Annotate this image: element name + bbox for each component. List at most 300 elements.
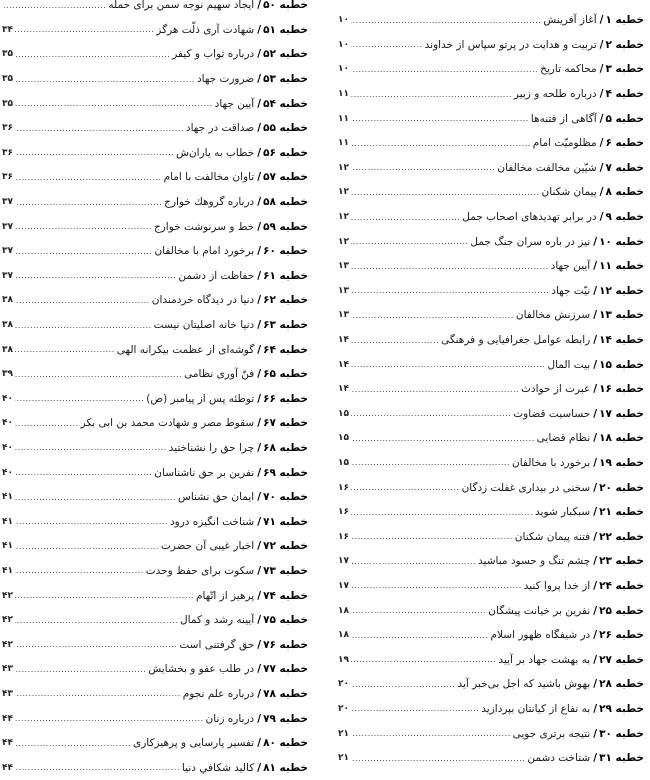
- entry-label: [254, 0, 308, 11]
- entry-leader-dots: [351, 40, 423, 49]
- entry-separator: /: [257, 97, 262, 110]
- entry-title: آغاز آفرينش: [543, 14, 597, 27]
- entry-leader-dots: [15, 443, 167, 452]
- entry-separator: /: [257, 245, 262, 258]
- entry-number: ۵۷: [263, 171, 276, 184]
- toc-entry: [2, 755, 308, 780]
- entry-separator: /: [593, 407, 598, 420]
- toc-entry: [338, 180, 644, 205]
- entry-word: خطبه: [615, 407, 644, 420]
- entry-label: [254, 221, 308, 233]
- entry-label: [590, 482, 644, 494]
- entry-separator: /: [257, 319, 262, 332]
- entry-number: ۶۱: [263, 269, 276, 282]
- entry-title: نفرين بر خيانت پيشگان: [488, 604, 591, 617]
- entry-leader-dots: [15, 689, 181, 698]
- toc-entry: [2, 165, 308, 190]
- entry-word: خطبه: [279, 97, 308, 110]
- entry-label: [597, 63, 644, 75]
- entry-separator: /: [593, 481, 598, 494]
- entry-title: فتنه پيمان شكنان: [514, 530, 591, 543]
- entry-label: [590, 408, 644, 420]
- entry-label: [590, 260, 644, 272]
- entry-number: ۶۰: [263, 245, 276, 258]
- toc-entry: [2, 42, 308, 67]
- entry-page-number: ۴۲: [2, 615, 13, 626]
- entry-number: ۹: [605, 211, 612, 224]
- entry-number: ۱۸: [599, 432, 612, 445]
- toc-entry: [2, 0, 308, 18]
- toc-entry: [338, 549, 644, 574]
- entry-label: [254, 467, 308, 479]
- entry-label: [590, 334, 644, 346]
- entry-word: خطبه: [615, 530, 644, 543]
- entry-separator: /: [257, 614, 262, 627]
- entry-title: دنيا در ديدگاه خردمندان: [151, 294, 255, 307]
- entry-word: خطبه: [615, 604, 644, 617]
- entry-page-number: ۳۷: [2, 246, 13, 257]
- entry-number: ۸: [605, 186, 612, 199]
- entry-label: [254, 171, 308, 183]
- entry-number: ۶۴: [263, 343, 276, 356]
- entry-page-number: ۴۰: [2, 418, 13, 429]
- entry-number: ۲۸: [599, 678, 612, 691]
- toc-entry: [338, 328, 644, 353]
- entry-leader-dots: [351, 458, 510, 467]
- entry-number: ۵: [605, 112, 612, 125]
- entry-title: چرا حق را نشناختيد: [168, 441, 255, 454]
- entry-leader-dots: [351, 336, 439, 345]
- entry-title: درباره طلحه و زبير: [513, 88, 597, 101]
- entry-leader-dots: [351, 557, 476, 566]
- toc-entry: [338, 426, 644, 451]
- entry-page-number: ۴۳: [2, 664, 13, 675]
- entry-label: [590, 555, 644, 567]
- entry-separator: /: [257, 294, 262, 307]
- entry-leader-dots: [15, 173, 162, 182]
- entry-word: خطبه: [279, 343, 308, 356]
- entry-word: خطبه: [615, 678, 644, 691]
- entry-page-number: ۱۵: [338, 457, 349, 468]
- entry-leader-dots: [15, 640, 177, 649]
- entry-separator: /: [257, 73, 262, 86]
- entry-label: [590, 506, 644, 518]
- entry-word: خطبه: [615, 186, 644, 199]
- entry-leader-dots: [15, 148, 174, 157]
- entry-word: خطبه: [279, 196, 308, 209]
- entry-leader-dots: [15, 271, 176, 280]
- entry-number: ۶۸: [263, 441, 276, 454]
- entry-page-number: ۱۷: [338, 580, 349, 591]
- entry-page-number: ۱۰: [338, 15, 349, 26]
- entry-page-number: ۱۶: [338, 507, 349, 518]
- entry-leader-dots: [351, 729, 511, 738]
- entry-title: تفسير پارسايی و پرهيزكاری: [133, 737, 255, 750]
- entry-label: [254, 442, 308, 454]
- entry-word: خطبه: [279, 245, 308, 258]
- entry-page-number: ۱۶: [338, 531, 349, 542]
- entry-label: [254, 491, 308, 503]
- entry-word: خطبه: [615, 161, 644, 174]
- entry-label: [254, 393, 308, 405]
- entry-page-number: ۱۰: [338, 64, 349, 75]
- entry-title: آيينه رشد و كمال: [180, 614, 255, 627]
- entry-separator: /: [599, 137, 604, 150]
- entry-leader-dots: [15, 75, 195, 84]
- entry-title: بهوش باشيد كه اجل بی‌خبر آيد: [457, 678, 591, 691]
- entry-page-number: ۱۱: [338, 113, 349, 124]
- entry-leader-dots: [351, 360, 545, 369]
- entry-number: ۵۸: [263, 196, 276, 209]
- entry-page-number: ۳۵: [2, 49, 13, 60]
- entry-separator: /: [257, 441, 262, 454]
- entry-number: ۲۹: [599, 702, 612, 715]
- entry-title: آيين جهاد: [550, 260, 591, 273]
- entry-title: توطئه پس از پيامبر (ص): [146, 392, 255, 405]
- entry-leader-dots: [15, 468, 152, 477]
- entry-label: [590, 309, 644, 321]
- entry-word: خطبه: [279, 638, 308, 651]
- entry-page-number: ۳۸: [2, 295, 13, 306]
- entry-leader-dots: [15, 394, 144, 403]
- entry-label: [590, 383, 644, 395]
- entry-page-number: ۳۷: [2, 197, 13, 208]
- entry-number: ۷۵: [263, 614, 276, 627]
- entry-number: ۶۳: [263, 319, 276, 332]
- entry-word: خطبه: [279, 491, 308, 504]
- entry-page-number: ۱۴: [338, 359, 349, 370]
- entry-word: خطبه: [279, 0, 308, 12]
- entry-label: [254, 368, 308, 380]
- entry-page-number: ۱۲: [338, 236, 349, 247]
- entry-title: دنيا خانه اصليتان نيست: [153, 319, 255, 332]
- entry-word: خطبه: [615, 334, 644, 347]
- entry-page-number: ۱۱: [338, 138, 349, 149]
- entry-word: خطبه: [615, 88, 644, 101]
- entry-number: ۲۱: [599, 506, 612, 519]
- entry-page-number: ۳۷: [2, 270, 13, 281]
- entry-title: برخورد با مخالفان: [512, 456, 591, 469]
- entry-label: [254, 147, 308, 159]
- entry-separator: /: [257, 761, 262, 774]
- entry-label: [590, 531, 644, 543]
- entry-separator: /: [599, 161, 604, 174]
- entry-number: ۷۳: [263, 564, 276, 577]
- toc-entry: [2, 632, 308, 657]
- entry-page-number: ۱۲: [338, 212, 349, 223]
- toc-entry: [338, 500, 644, 525]
- toc-entry: [338, 131, 644, 156]
- entry-title: تاوان مخالفت با امام: [163, 171, 255, 184]
- entry-separator: /: [257, 343, 262, 356]
- entry-separator: /: [599, 112, 604, 125]
- entry-separator: /: [593, 629, 598, 642]
- entry-label: [254, 344, 308, 356]
- entry-leader-dots: [351, 262, 549, 271]
- entry-title: درباره زنان: [205, 712, 255, 725]
- entry-page-number: ۲۰: [338, 703, 349, 714]
- entry-page-number: ۱۹: [338, 654, 349, 665]
- entry-number: ۱: [605, 14, 612, 27]
- entry-title: درباره علم نجوم: [182, 687, 255, 700]
- entry-number: ۱۹: [599, 456, 612, 469]
- entry-leader-dots: [351, 65, 538, 74]
- entry-page-number: ۱۴: [338, 335, 349, 346]
- entry-leader-dots: [351, 114, 529, 123]
- entry-separator: /: [593, 506, 598, 519]
- entry-number: ۲: [605, 38, 612, 51]
- entry-separator: /: [593, 579, 598, 592]
- entry-number: ۷۹: [263, 712, 276, 725]
- entry-number: ۵۹: [263, 220, 276, 233]
- entry-word: خطبه: [279, 564, 308, 577]
- entry-number: ۲۶: [599, 629, 612, 642]
- entry-label: [590, 432, 644, 444]
- entry-separator: /: [599, 14, 604, 27]
- entry-label: [254, 516, 308, 528]
- entry-label: [597, 39, 644, 51]
- entry-page-number: ۴۱: [2, 516, 13, 527]
- entry-leader-dots: [351, 581, 522, 590]
- entry-word: خطبه: [279, 441, 308, 454]
- entry-title: نتيجه برتری جويی: [512, 727, 591, 740]
- entry-title: به نفاع از كيانتان بپردازيد: [481, 702, 591, 715]
- entry-leader-dots: [351, 655, 496, 664]
- entry-number: ۲۴: [599, 579, 612, 592]
- entry-word: خطبه: [279, 589, 308, 602]
- entry-page-number: ۴۳: [2, 688, 13, 699]
- entry-label: [254, 24, 308, 36]
- entry-leader-dots: [15, 616, 178, 625]
- entry-word: خطبه: [279, 171, 308, 184]
- toc-entry: [2, 583, 308, 608]
- entry-page-number: ۴۰: [2, 467, 13, 478]
- entry-leader-dots: [15, 419, 79, 428]
- toc-entry: [338, 352, 644, 377]
- entry-leader-dots: [15, 99, 213, 108]
- entry-separator: /: [593, 604, 598, 617]
- toc-entry: [338, 402, 644, 427]
- entry-label: [597, 14, 644, 26]
- entry-separator: /: [257, 122, 262, 135]
- entry-number: ۵۰: [263, 0, 276, 12]
- entry-separator: /: [257, 638, 262, 651]
- entry-separator: /: [257, 48, 262, 61]
- toc-entry: [2, 534, 308, 559]
- entry-separator: /: [257, 146, 262, 159]
- entry-number: ۷۲: [263, 540, 276, 553]
- entry-word: خطبه: [279, 540, 308, 553]
- entry-label: [254, 319, 308, 331]
- entry-separator: /: [593, 284, 598, 297]
- entry-page-number: ۳۹: [2, 369, 13, 380]
- entry-title: درباره گروهك خوارج: [164, 196, 255, 209]
- entry-label: [254, 762, 308, 774]
- entry-word: خطبه: [615, 456, 644, 469]
- entry-number: ۷۷: [263, 663, 276, 676]
- entry-leader-dots: [4, 1, 106, 10]
- toc-entry: [2, 485, 308, 510]
- entry-label: [597, 113, 644, 125]
- entry-label: [254, 48, 308, 60]
- entry-title: شيّين مخالفت مخالفان: [497, 161, 597, 174]
- toc-entry: [2, 141, 308, 166]
- toc-entry: [338, 672, 644, 697]
- toc-entry: [338, 8, 644, 33]
- entry-page-number: ۴۱: [2, 565, 13, 576]
- entry-leader-dots: [351, 237, 468, 246]
- entry-label: [590, 359, 644, 371]
- entry-title: كاليد شكافي دنيا: [181, 761, 255, 774]
- entry-leader-dots: [351, 311, 514, 320]
- toc-entry: [2, 362, 308, 387]
- entry-title: در شيفگاه ظهور اسلام: [490, 629, 591, 642]
- toc-entry: [338, 451, 644, 476]
- entry-number: ۱۳: [599, 309, 612, 322]
- toc-entry: [338, 574, 644, 599]
- entry-page-number: ۱۵: [338, 433, 349, 444]
- entry-page-number: ۱۸: [338, 605, 349, 616]
- entry-page-number: ۱۴: [338, 384, 349, 395]
- entry-number: ۲۳: [599, 555, 612, 568]
- toc-entry: [2, 559, 308, 584]
- toc-entry: [338, 279, 644, 304]
- toc-entry: [338, 475, 644, 500]
- entry-page-number: ۳۸: [2, 320, 13, 331]
- entry-separator: /: [257, 589, 262, 602]
- entry-word: خطبه: [615, 38, 644, 51]
- toc-entry: [338, 623, 644, 648]
- toc-entry: [2, 337, 308, 362]
- entry-leader-dots: [15, 296, 150, 305]
- entry-leader-dots: [15, 493, 176, 502]
- entry-word: خطبه: [615, 506, 644, 519]
- entry-leader-dots: [351, 409, 511, 418]
- entry-separator: /: [257, 23, 262, 36]
- entry-label: [254, 590, 308, 602]
- entry-label: [590, 629, 644, 641]
- toc-entry: [2, 18, 308, 43]
- entry-leader-dots: [351, 631, 489, 640]
- entry-word: خطبه: [279, 146, 308, 159]
- entry-word: خطبه: [615, 653, 644, 666]
- entry-word: خطبه: [615, 284, 644, 297]
- entry-number: ۱۰: [599, 235, 612, 248]
- entry-label: [254, 639, 308, 651]
- entry-leader-dots: [15, 665, 146, 674]
- toc-entry: [2, 509, 308, 534]
- entry-word: خطبه: [615, 432, 644, 445]
- toc-column-left: [2, 0, 308, 780]
- entry-label: [254, 713, 308, 725]
- entry-separator: /: [593, 383, 598, 396]
- entry-word: خطبه: [615, 555, 644, 568]
- entry-number: ۶: [605, 137, 612, 150]
- entry-label: [597, 137, 644, 149]
- entry-separator: /: [257, 196, 262, 209]
- entry-separator: /: [593, 235, 598, 248]
- entry-label: [590, 703, 644, 715]
- entry-page-number: ۳۴: [2, 24, 13, 35]
- entry-title: مظلوميّت امام: [532, 137, 597, 150]
- toc-entry: [338, 697, 644, 722]
- entry-word: خطبه: [279, 269, 308, 282]
- entry-title: سكوت برای حفظ وحدت: [145, 564, 255, 577]
- entry-title: حق گرفتنی است: [179, 638, 255, 651]
- entry-leader-dots: [351, 704, 479, 713]
- entry-word: خطبه: [615, 211, 644, 224]
- toc-entry: [2, 214, 308, 239]
- toc-entry: [338, 57, 644, 82]
- entry-title: پرهيز از اتّهام: [195, 589, 255, 602]
- entry-title: چشم تنگ و حسود مباشيد: [478, 555, 591, 568]
- entry-separator: /: [599, 211, 604, 224]
- entry-separator: /: [257, 712, 262, 725]
- entry-number: ۲۲: [599, 530, 612, 543]
- entry-separator: /: [593, 752, 598, 765]
- entry-page-number: ۱۸: [338, 630, 349, 641]
- entry-word: خطبه: [279, 417, 308, 430]
- toc-entry: [338, 746, 644, 771]
- toc-entry: [2, 436, 308, 461]
- entry-separator: /: [593, 309, 598, 322]
- entry-page-number: ۱۵: [338, 408, 349, 419]
- entry-leader-dots: [15, 345, 115, 354]
- entry-separator: /: [257, 417, 262, 430]
- entry-number: ۱۵: [599, 358, 612, 371]
- entry-title: سخنی در بيداری غفلت زدگان: [461, 481, 591, 494]
- entry-number: ۵۲: [263, 48, 276, 61]
- entry-separator: /: [257, 368, 262, 381]
- entry-title: آيين جهاد: [214, 97, 255, 110]
- toc-entry: [2, 67, 308, 92]
- entry-separator: /: [257, 491, 262, 504]
- entry-label: [590, 580, 644, 592]
- entry-separator: /: [593, 702, 598, 715]
- entry-leader-dots: [15, 50, 170, 59]
- toc-entry: [2, 264, 308, 289]
- entry-label: [590, 728, 644, 740]
- entry-title: گوشه‌ای از عظمت بيكرانه الهی: [116, 343, 255, 356]
- entry-page-number: ۱۳: [338, 261, 349, 272]
- entry-label: [590, 752, 644, 764]
- entry-separator: /: [593, 432, 598, 445]
- entry-word: خطبه: [615, 137, 644, 150]
- entry-separator: /: [593, 260, 598, 273]
- entry-word: خطبه: [279, 737, 308, 750]
- entry-word: خطبه: [279, 515, 308, 528]
- entry-separator: /: [599, 186, 604, 199]
- entry-word: خطبه: [615, 579, 644, 592]
- entry-separator: /: [257, 392, 262, 405]
- entry-label: [597, 88, 644, 100]
- entry-word: خطبه: [279, 614, 308, 627]
- entry-leader-dots: [15, 25, 154, 34]
- entry-separator: /: [257, 515, 262, 528]
- toc-entry: [338, 106, 644, 131]
- entry-separator: /: [257, 564, 262, 577]
- entry-title: نظام قضايی: [536, 432, 591, 445]
- entry-title: ضرورت جهاد: [196, 73, 255, 86]
- entry-label: [254, 245, 308, 257]
- entry-word: خطبه: [615, 383, 644, 396]
- entry-word: خطبه: [615, 702, 644, 715]
- entry-title: در برابر تهديدهای اصحاب جمل: [462, 211, 597, 224]
- entry-number: ۵۱: [263, 23, 276, 36]
- entry-title: محاكمه تاريخ: [540, 63, 597, 76]
- entry-leader-dots: [351, 139, 531, 148]
- entry-number: ۶۷: [263, 417, 276, 430]
